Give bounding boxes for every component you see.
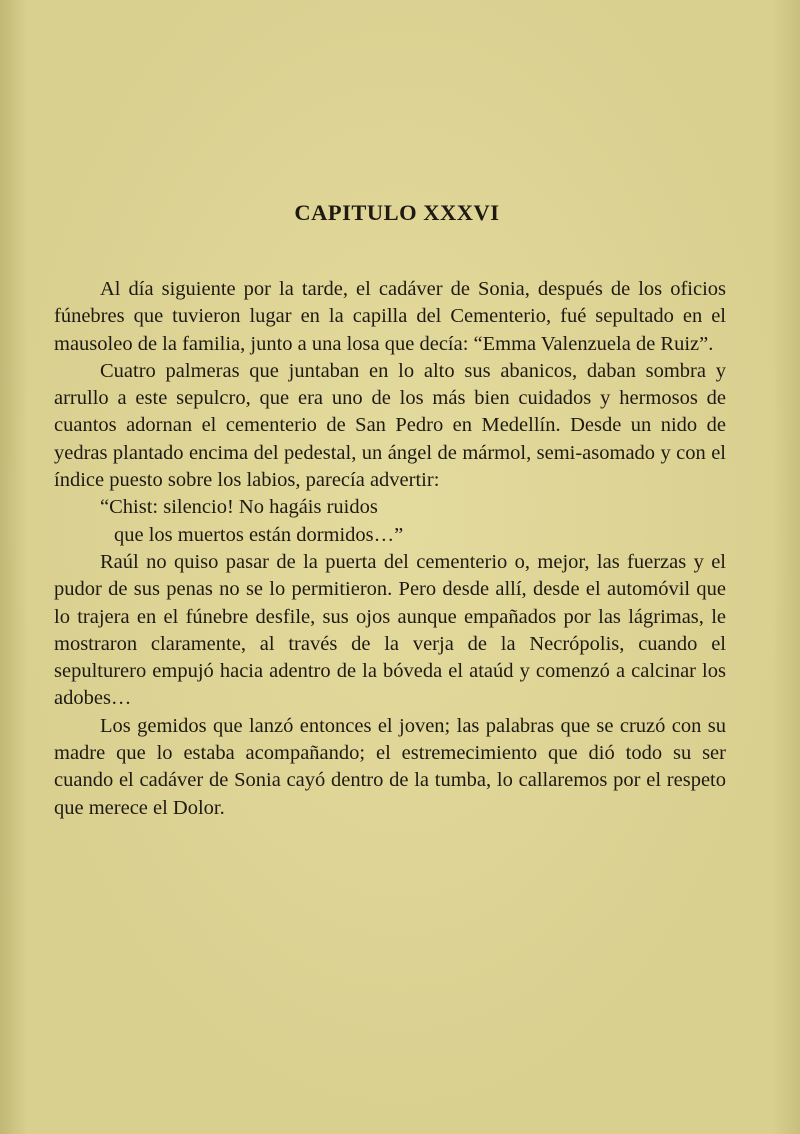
verse-line-2: que los muertos están dormidos…” — [114, 523, 404, 546]
chapter-title: CAPITULO XXXVI — [294, 200, 500, 225]
paragraph-2: Cuatro palmeras que juntaban en lo alto sus abanicos, daban sombra y arrullo a este sepulcro, que era uno de los más bien cuidados y hermosos de cuantos adornan el cementerio de San Pedro en Medellín. Desde un nido de yedras plantado encima del pedestal, un ángel de mármol, semi-asomado y con el índice puesto sobre los labios, parecía advertir: — [54, 359, 726, 492]
book-page — [54, 196, 726, 822]
paragraph-3: Raúl no quiso pasar de la puerta del cementerio o, mejor, las fuerzas y el pudor de sus penas no se lo permitieron. Pero desde allí, desde el automóvil que lo trajera en el fúnebre desfile, sus ojos aunque empañados por las lágrimas, le mostraron claramente, al través de la verja de la Necrópolis, cuando el sepulturero empujó hacia adentro de la bóveda el ataúd y comenzó a calcinar los adobes… — [54, 550, 726, 710]
paragraph-4: Los gemidos que lanzó entonces el joven; las palabras que se cruzó con su madre que lo estaba acompañando; el estremecimiento que dió todo su ser cuando el cadáver de Sonia cayó dentro de la tumba, lo callaremos por el respeto que merece el Dolor. — [54, 714, 726, 819]
verse-quote — [54, 494, 726, 549]
verse-line-1: “Chist: silencio! No hagáis ruidos — [100, 496, 378, 519]
paragraph-1: Al día siguiente por la tarde, el cadáver de Sonia, después de los oficios fúnebres que tuvieron lugar en la capilla del Cementerio, fué sepultado en el mausoleo de la familia, junto a una losa que decía: “Emma Valenzuela de Ruiz”. — [54, 278, 726, 355]
